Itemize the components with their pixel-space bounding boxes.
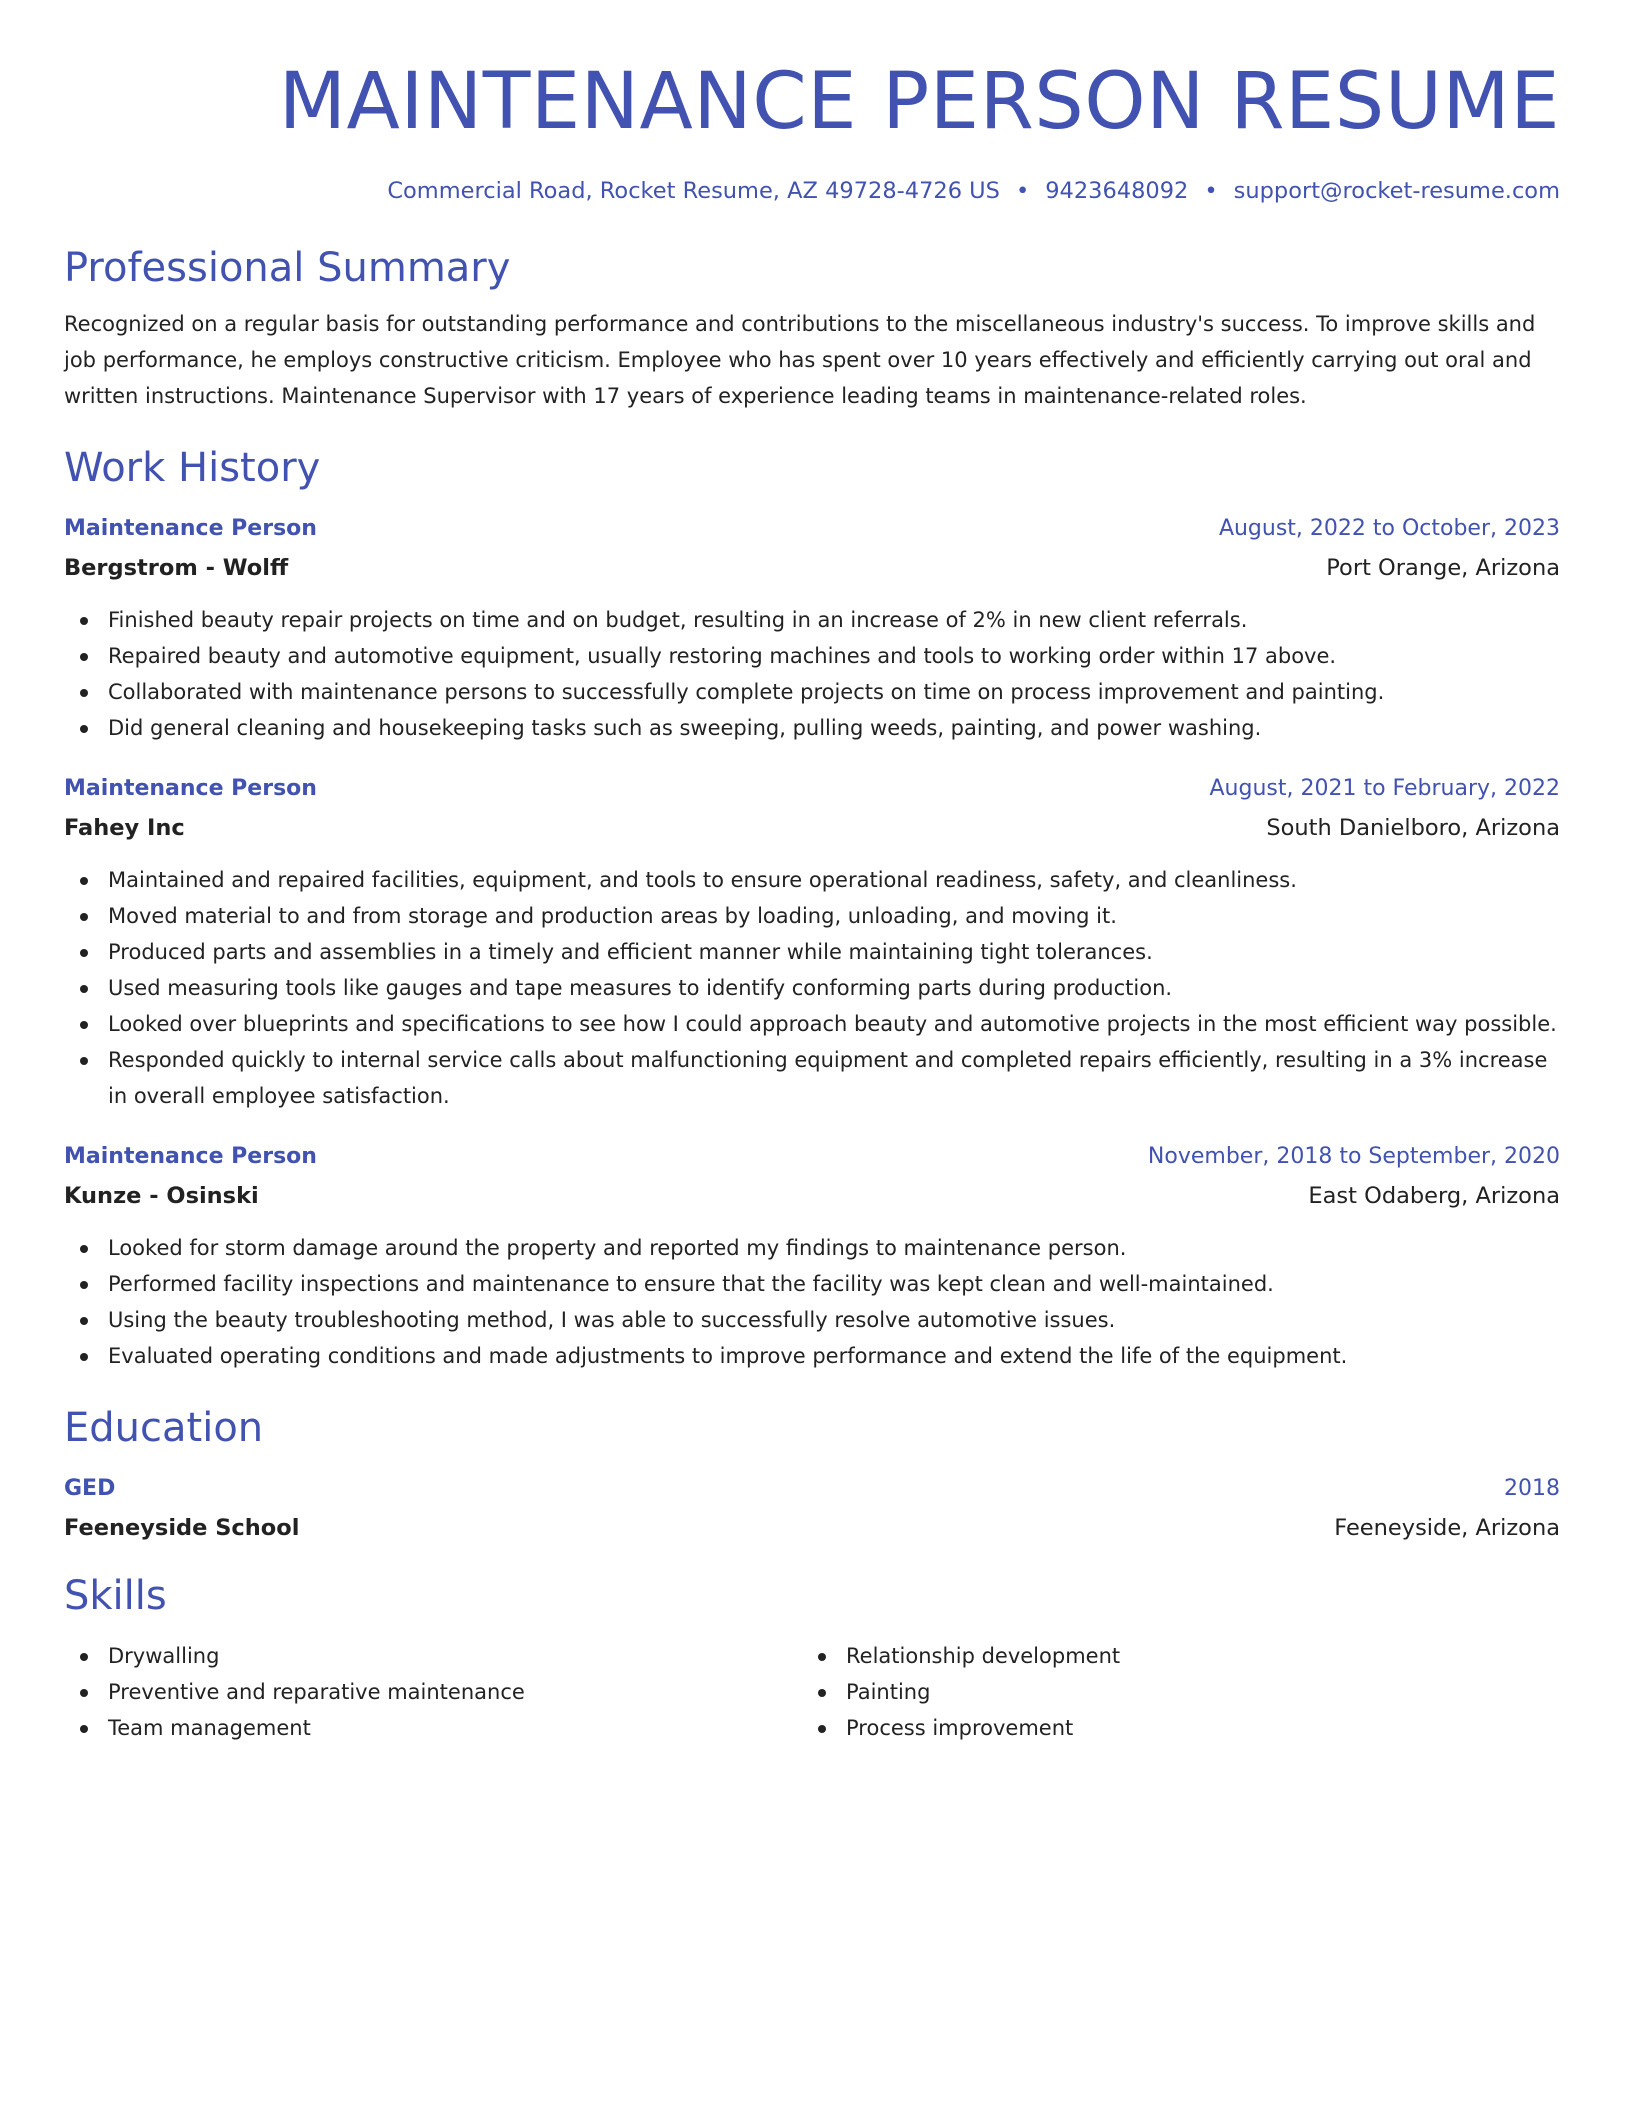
contact-separator: • xyxy=(1204,178,1218,204)
work-history-heading: Work History xyxy=(64,445,321,491)
skill-item: Preventive and reparative maintenance xyxy=(64,1674,802,1710)
job-duty: Did general cleaning and housekeeping tasks such as sweeping, pulling weeds, painting, and power washing. xyxy=(64,710,1560,746)
job-duty: Collaborated with maintenance persons to successfully complete projects on time on process improvement and painting. xyxy=(64,674,1560,710)
job-company: Bergstrom - Wolff xyxy=(64,555,289,581)
job-duty: Looked for storm damage around the property and reported my findings to maintenance person. xyxy=(64,1230,1560,1266)
job-duties xyxy=(64,1230,1560,1374)
skills-column-right xyxy=(802,1638,1540,1746)
job-duty: Used measuring tools like gauges and tape measures to identify conforming parts during production. xyxy=(64,970,1560,1006)
job-duty: Moved material to and from storage and production areas by loading, unloading, and moving it. xyxy=(64,898,1560,934)
contact-line xyxy=(64,174,1560,208)
skill-item: Painting xyxy=(802,1674,1540,1710)
job-dates: August, 2021 to February, 2022 xyxy=(1209,776,1560,801)
job-duty: Repaired beauty and automotive equipment, usually restoring machines and tools to working order within 17 above. xyxy=(64,638,1560,674)
contact-email: support@rocket-resume.com xyxy=(1233,178,1560,204)
job-dates: November, 2018 to September, 2020 xyxy=(1147,1144,1560,1169)
skills-heading: Skills xyxy=(64,1573,167,1619)
job-dates: August, 2022 to October, 2023 xyxy=(1218,516,1560,541)
job-company: Fahey Inc xyxy=(64,815,185,841)
contact-address: Commercial Road, Rocket Resume, AZ 49728-4726 US xyxy=(387,178,1000,204)
job-duty: Finished beauty repair projects on time and on budget, resulting in an increase of 2% in new client referrals. xyxy=(64,602,1560,638)
job-duty: Responded quickly to internal service calls about malfunctioning equipment and completed repairs efficiently, resulting in a 3% increase in overall employee satisfaction. xyxy=(64,1042,1560,1114)
summary-heading: Professional Summary xyxy=(64,245,511,291)
education-entry xyxy=(64,1470,1560,1548)
job-location: East Odaberg, Arizona xyxy=(1308,1183,1560,1209)
job-entry xyxy=(64,510,1560,746)
contact-separator: • xyxy=(1015,178,1030,204)
job-duty: Maintained and repaired facilities, equipment, and tools to ensure operational readiness, safety, and cleanliness. xyxy=(64,862,1560,898)
job-role: Maintenance Person xyxy=(64,1144,317,1169)
job-role: Maintenance Person xyxy=(64,776,317,801)
job-duties xyxy=(64,602,1560,746)
education-location: Feeneyside, Arizona xyxy=(1334,1515,1560,1541)
job-duties xyxy=(64,862,1560,1114)
job-duty: Performed facility inspections and maintenance to ensure that the facility was kept clean and well-maintained. xyxy=(64,1266,1560,1302)
education-school: Feeneyside School xyxy=(64,1515,300,1541)
job-duty: Evaluated operating conditions and made adjustments to improve performance and extend the life of the equipment. xyxy=(64,1338,1560,1374)
education-degree: GED xyxy=(64,1476,116,1501)
skills-list xyxy=(64,1638,1560,1746)
job-role: Maintenance Person xyxy=(64,516,317,541)
job-location: Port Orange, Arizona xyxy=(1326,555,1560,581)
skill-item: Relationship development xyxy=(802,1638,1540,1674)
job-duty: Produced parts and assemblies in a timely and efficient manner while maintaining tight tolerances. xyxy=(64,934,1560,970)
job-duty: Using the beauty troubleshooting method, I was able to successfully resolve automotive issues. xyxy=(64,1302,1560,1338)
job-company: Kunze - Osinski xyxy=(64,1183,259,1209)
summary-text: Recognized on a regular basis for outstanding performance and contributions to the miscellaneous industry's success. To improve skills and job performance, he employs constructive criticism. Employee who has spent over 10 years effectively and efficiently carrying out oral and written instructions. Maintenance Supervisor with 17 years of experience leading teams in maintenance-related roles. xyxy=(64,312,1536,408)
education-year: 2018 xyxy=(1504,1476,1560,1501)
contact-phone: 9423648092 xyxy=(1045,178,1189,204)
skill-item: Team management xyxy=(64,1710,802,1746)
job-entry xyxy=(64,770,1560,1114)
resume-title: MAINTENANCE PERSON RESUME xyxy=(278,57,1560,147)
resume-page xyxy=(64,0,1560,1746)
job-duty: Looked over blueprints and specifications to see how I could approach beauty and automotive projects in the most efficient way possible. xyxy=(64,1006,1560,1042)
skills-column-left xyxy=(64,1638,802,1746)
skill-item: Drywalling xyxy=(64,1638,802,1674)
job-location: South Danielboro, Arizona xyxy=(1266,815,1560,841)
skill-item: Process improvement xyxy=(802,1710,1540,1746)
education-heading: Education xyxy=(64,1405,264,1451)
job-entry xyxy=(64,1138,1560,1374)
